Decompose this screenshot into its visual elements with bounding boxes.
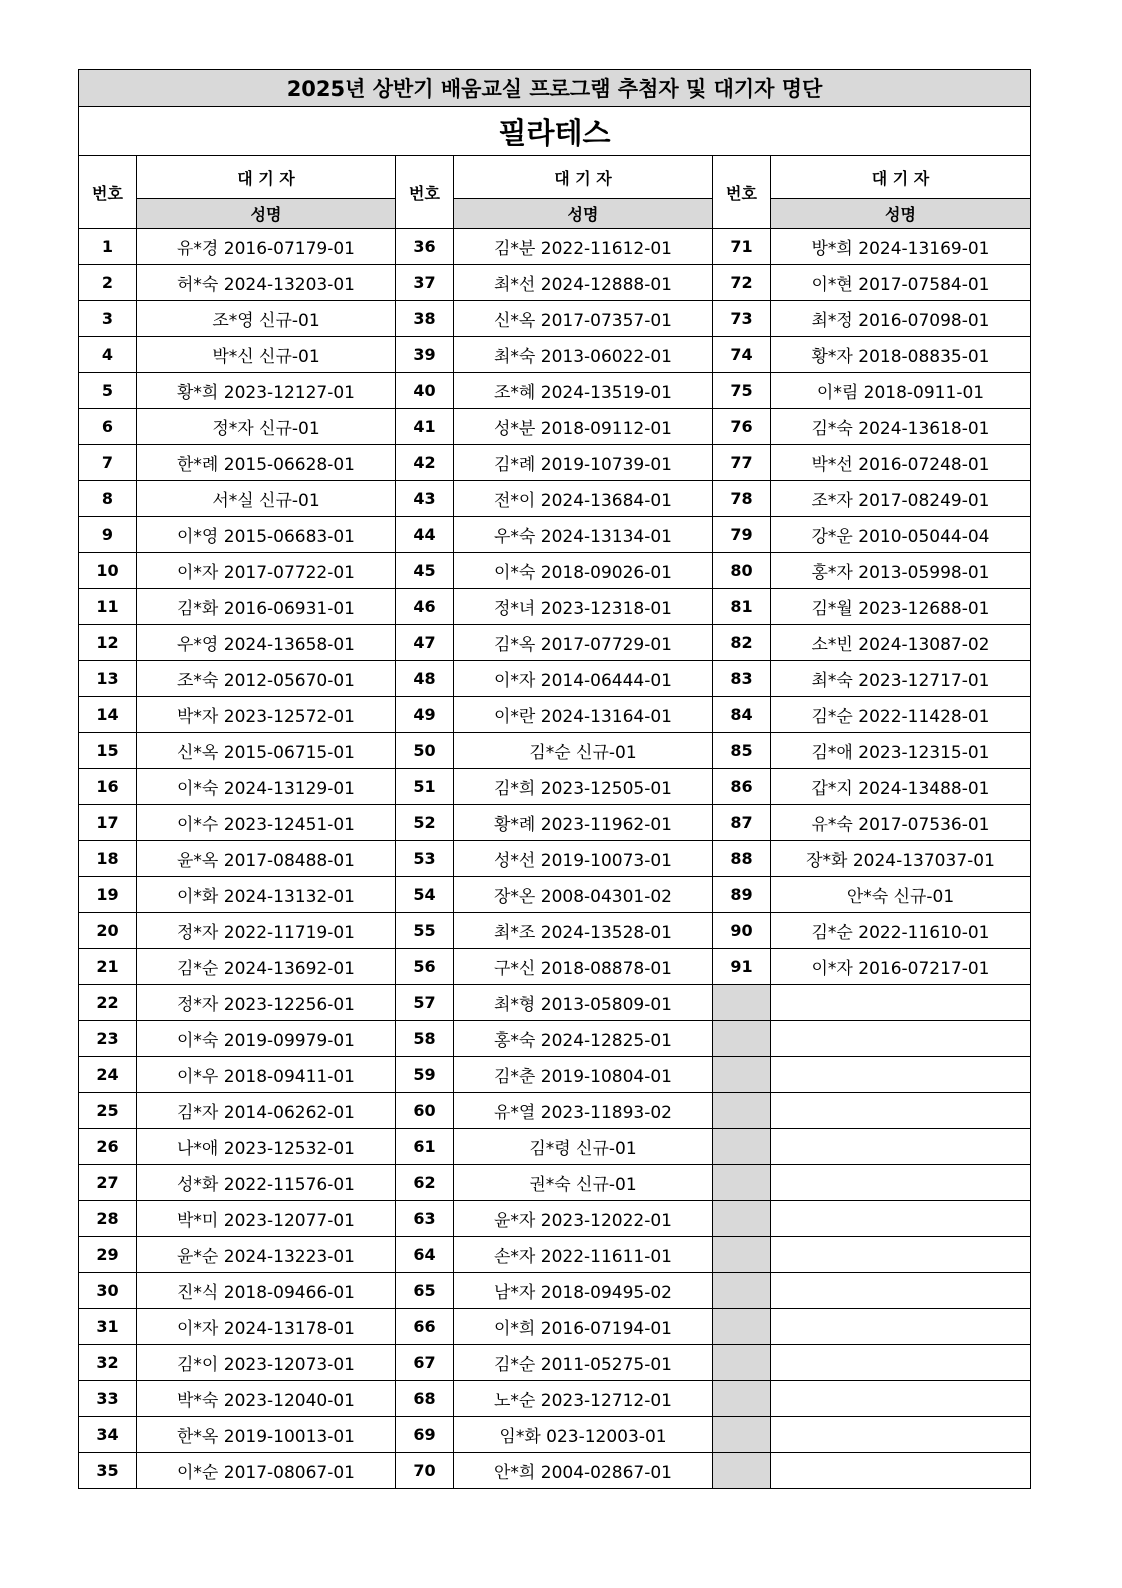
table-row [79, 1093, 1031, 1129]
entry-number: 32 [79, 1345, 137, 1381]
entry-name: 노*순 2023-12712-01 [454, 1381, 713, 1417]
entry-name: 김*분 2022-11612-01 [454, 229, 713, 265]
entry-name: 이*자 2016-07217-01 [771, 949, 1031, 985]
entry-name: 우*숙 2024-13134-01 [454, 517, 713, 553]
entry-number: 14 [79, 697, 137, 733]
entry-name: 이*자 2017-07722-01 [137, 553, 396, 589]
entry-number [713, 1021, 771, 1057]
entry-number: 65 [396, 1273, 454, 1309]
entry-name: 김*례 2019-10739-01 [454, 445, 713, 481]
entry-name: 유*숙 2017-07536-01 [771, 805, 1031, 841]
entry-name: 이*림 2018-0911-01 [771, 373, 1031, 409]
entry-number: 24 [79, 1057, 137, 1093]
entry-name: 한*례 2015-06628-01 [137, 445, 396, 481]
entry-name: 이*영 2015-06683-01 [137, 517, 396, 553]
entry-number [713, 1093, 771, 1129]
entry-name [771, 1309, 1031, 1345]
entry-name: 윤*자 2023-12022-01 [454, 1201, 713, 1237]
table-row [79, 553, 1031, 589]
entry-name: 박*신 신규-01 [137, 337, 396, 373]
entry-name: 장*온 2008-04301-02 [454, 877, 713, 913]
entry-number: 12 [79, 625, 137, 661]
entry-number: 90 [713, 913, 771, 949]
entry-number: 28 [79, 1201, 137, 1237]
entry-name: 박*선 2016-07248-01 [771, 445, 1031, 481]
entry-number: 53 [396, 841, 454, 877]
entry-number: 46 [396, 589, 454, 625]
entry-number: 16 [79, 769, 137, 805]
entry-name [771, 1237, 1031, 1273]
entry-number: 19 [79, 877, 137, 913]
table-row [79, 769, 1031, 805]
entry-name [771, 1345, 1031, 1381]
entry-name: 이*희 2016-07194-01 [454, 1309, 713, 1345]
table-row [79, 481, 1031, 517]
entry-number: 30 [79, 1273, 137, 1309]
table-row [79, 805, 1031, 841]
entry-number: 81 [713, 589, 771, 625]
table-row [79, 373, 1031, 409]
table-row [79, 661, 1031, 697]
entry-name: 남*자 2018-09495-02 [454, 1273, 713, 1309]
entry-name: 이*자 2024-13178-01 [137, 1309, 396, 1345]
entry-name: 김*월 2023-12688-01 [771, 589, 1031, 625]
entry-number: 50 [396, 733, 454, 769]
entry-name: 황*희 2023-12127-01 [137, 373, 396, 409]
entry-number: 51 [396, 769, 454, 805]
entry-number: 39 [396, 337, 454, 373]
number-header: 번호 [396, 156, 454, 229]
table-row [79, 625, 1031, 661]
entry-number: 79 [713, 517, 771, 553]
entry-number: 41 [396, 409, 454, 445]
entry-name: 임*화 023-12003-01 [454, 1417, 713, 1453]
entry-name: 안*희 2004-02867-01 [454, 1453, 713, 1489]
entry-name: 김*순 2024-13692-01 [137, 949, 396, 985]
entry-number: 36 [396, 229, 454, 265]
table-row [79, 949, 1031, 985]
entry-name: 홍*숙 2024-12825-01 [454, 1021, 713, 1057]
entry-number: 67 [396, 1345, 454, 1381]
entry-name: 윤*순 2024-13223-01 [137, 1237, 396, 1273]
entry-number: 23 [79, 1021, 137, 1057]
entry-name [771, 985, 1031, 1021]
entry-name: 한*옥 2019-10013-01 [137, 1417, 396, 1453]
entry-name: 허*숙 2024-13203-01 [137, 265, 396, 301]
entry-name: 이*현 2017-07584-01 [771, 265, 1031, 301]
entry-number: 48 [396, 661, 454, 697]
entry-name: 최*정 2016-07098-01 [771, 301, 1031, 337]
entry-name: 조*자 2017-08249-01 [771, 481, 1031, 517]
entry-number: 54 [396, 877, 454, 913]
table-row [79, 1057, 1031, 1093]
entry-number [713, 1309, 771, 1345]
entry-name: 김*자 2014-06262-01 [137, 1093, 396, 1129]
entry-number: 72 [713, 265, 771, 301]
entry-name: 유*열 2023-11893-02 [454, 1093, 713, 1129]
entry-number: 42 [396, 445, 454, 481]
entry-number [713, 1237, 771, 1273]
entry-number: 73 [713, 301, 771, 337]
entry-name: 김*순 2022-11428-01 [771, 697, 1031, 733]
entry-name: 우*영 2024-13658-01 [137, 625, 396, 661]
entry-name: 김*이 2023-12073-01 [137, 1345, 396, 1381]
entry-name: 이*란 2024-13164-01 [454, 697, 713, 733]
entry-name: 성*선 2019-10073-01 [454, 841, 713, 877]
table-row [79, 1345, 1031, 1381]
entry-number: 26 [79, 1129, 137, 1165]
entry-number: 68 [396, 1381, 454, 1417]
entry-number: 43 [396, 481, 454, 517]
entry-number: 55 [396, 913, 454, 949]
entry-number: 3 [79, 301, 137, 337]
table-row [79, 1273, 1031, 1309]
entry-number: 34 [79, 1417, 137, 1453]
entry-number: 4 [79, 337, 137, 373]
entry-number: 40 [396, 373, 454, 409]
entry-number: 49 [396, 697, 454, 733]
table-row [79, 1201, 1031, 1237]
entry-number: 64 [396, 1237, 454, 1273]
entry-name: 이*화 2024-13132-01 [137, 877, 396, 913]
entry-name: 진*식 2018-09466-01 [137, 1273, 396, 1309]
entry-name: 김*령 신규-01 [454, 1129, 713, 1165]
entry-number: 87 [713, 805, 771, 841]
entry-number: 44 [396, 517, 454, 553]
entry-number: 17 [79, 805, 137, 841]
entry-name [771, 1129, 1031, 1165]
entry-name: 김*춘 2019-10804-01 [454, 1057, 713, 1093]
table-row [79, 985, 1031, 1021]
entry-number: 88 [713, 841, 771, 877]
entry-number: 25 [79, 1093, 137, 1129]
table-row [79, 1165, 1031, 1201]
table-row [79, 1021, 1031, 1057]
entry-name: 김*애 2023-12315-01 [771, 733, 1031, 769]
entry-name: 홍*자 2013-05998-01 [771, 553, 1031, 589]
table-row [79, 1129, 1031, 1165]
table-row [79, 517, 1031, 553]
entry-number: 13 [79, 661, 137, 697]
table-row [79, 1453, 1031, 1489]
entry-number: 38 [396, 301, 454, 337]
entry-number: 37 [396, 265, 454, 301]
number-header: 번호 [713, 156, 771, 229]
entry-number: 77 [713, 445, 771, 481]
entry-name: 신*옥 2017-07357-01 [454, 301, 713, 337]
entry-number: 2 [79, 265, 137, 301]
entry-number: 74 [713, 337, 771, 373]
entry-name: 최*숙 2023-12717-01 [771, 661, 1031, 697]
entry-number: 22 [79, 985, 137, 1021]
entry-name: 안*숙 신규-01 [771, 877, 1031, 913]
entry-number [713, 1165, 771, 1201]
entry-name: 장*화 2024-137037-01 [771, 841, 1031, 877]
number-header: 번호 [79, 156, 137, 229]
table-row [79, 337, 1031, 373]
entry-number: 80 [713, 553, 771, 589]
table-row [79, 1381, 1031, 1417]
entry-name: 이*자 2014-06444-01 [454, 661, 713, 697]
entry-name: 갑*지 2024-13488-01 [771, 769, 1031, 805]
entry-number: 61 [396, 1129, 454, 1165]
entry-number: 33 [79, 1381, 137, 1417]
entry-number [713, 1129, 771, 1165]
table-row [79, 409, 1031, 445]
entry-number: 35 [79, 1453, 137, 1489]
entry-number: 1 [79, 229, 137, 265]
entry-number: 29 [79, 1237, 137, 1273]
entry-number: 21 [79, 949, 137, 985]
name-header: 성명 [137, 199, 396, 229]
entry-number: 8 [79, 481, 137, 517]
table-row [79, 913, 1031, 949]
entry-name: 신*옥 2015-06715-01 [137, 733, 396, 769]
entry-name: 구*신 2018-08878-01 [454, 949, 713, 985]
entry-name: 방*희 2024-13169-01 [771, 229, 1031, 265]
entry-name: 성*화 2022-11576-01 [137, 1165, 396, 1201]
entry-number: 15 [79, 733, 137, 769]
entry-name: 박*미 2023-12077-01 [137, 1201, 396, 1237]
entry-number: 11 [79, 589, 137, 625]
entry-number: 57 [396, 985, 454, 1021]
table-row [79, 697, 1031, 733]
entry-name: 김*화 2016-06931-01 [137, 589, 396, 625]
entry-number: 45 [396, 553, 454, 589]
entry-number: 20 [79, 913, 137, 949]
entry-number: 69 [396, 1417, 454, 1453]
entry-number [713, 1417, 771, 1453]
entry-number: 78 [713, 481, 771, 517]
entry-name [771, 1273, 1031, 1309]
entry-number [713, 1381, 771, 1417]
entry-name: 유*경 2016-07179-01 [137, 229, 396, 265]
table-row [79, 1309, 1031, 1345]
entry-number: 31 [79, 1309, 137, 1345]
table-row [79, 265, 1031, 301]
entry-number: 58 [396, 1021, 454, 1057]
table-row [79, 877, 1031, 913]
entry-number: 10 [79, 553, 137, 589]
entry-name: 정*자 2022-11719-01 [137, 913, 396, 949]
entry-name: 박*자 2023-12572-01 [137, 697, 396, 733]
entry-name: 나*애 2023-12532-01 [137, 1129, 396, 1165]
table-row [79, 1417, 1031, 1453]
entry-name: 최*조 2024-13528-01 [454, 913, 713, 949]
table-row [79, 1237, 1031, 1273]
waitlist-table [78, 69, 1031, 1489]
entry-name: 이*숙 2024-13129-01 [137, 769, 396, 805]
entry-number: 86 [713, 769, 771, 805]
entry-name: 황*례 2023-11962-01 [454, 805, 713, 841]
entry-name: 윤*옥 2017-08488-01 [137, 841, 396, 877]
table-row [79, 445, 1031, 481]
entry-name: 성*분 2018-09112-01 [454, 409, 713, 445]
entry-number: 85 [713, 733, 771, 769]
table-row [79, 589, 1031, 625]
entry-number: 47 [396, 625, 454, 661]
entry-name: 정*자 신규-01 [137, 409, 396, 445]
entry-number: 76 [713, 409, 771, 445]
entry-number [713, 1273, 771, 1309]
entry-name: 김*숙 2024-13618-01 [771, 409, 1031, 445]
entry-number: 60 [396, 1093, 454, 1129]
entry-name: 정*녀 2023-12318-01 [454, 589, 713, 625]
document-title: 2025년 상반기 배움교실 프로그램 추첨자 및 대기자 명단 [79, 70, 1031, 107]
entry-name: 이*숙 2019-09979-01 [137, 1021, 396, 1057]
entry-name [771, 1093, 1031, 1129]
entry-name [771, 1021, 1031, 1057]
entry-name [771, 1381, 1031, 1417]
entry-number: 66 [396, 1309, 454, 1345]
table-body [79, 229, 1031, 1489]
table-row [79, 733, 1031, 769]
entry-name: 이*수 2023-12451-01 [137, 805, 396, 841]
program-name: 필라테스 [79, 107, 1031, 156]
entry-name: 조*숙 2012-05670-01 [137, 661, 396, 697]
entry-name: 소*빈 2024-13087-02 [771, 625, 1031, 661]
name-header: 성명 [454, 199, 713, 229]
entry-name: 김*순 2022-11610-01 [771, 913, 1031, 949]
waitlist-header: 대 기 자 [454, 156, 713, 199]
table-row [79, 301, 1031, 337]
entry-number: 18 [79, 841, 137, 877]
entry-number: 75 [713, 373, 771, 409]
entry-number: 62 [396, 1165, 454, 1201]
entry-name [771, 1453, 1031, 1489]
entry-name: 강*운 2010-05044-04 [771, 517, 1031, 553]
entry-name [771, 1165, 1031, 1201]
entry-number: 27 [79, 1165, 137, 1201]
waitlist-sheet [78, 69, 1030, 1489]
entry-name: 김*옥 2017-07729-01 [454, 625, 713, 661]
entry-number: 6 [79, 409, 137, 445]
entry-number: 89 [713, 877, 771, 913]
entry-name: 손*자 2022-11611-01 [454, 1237, 713, 1273]
entry-name: 이*순 2017-08067-01 [137, 1453, 396, 1489]
entry-number: 70 [396, 1453, 454, 1489]
entry-name: 정*자 2023-12256-01 [137, 985, 396, 1021]
entry-name: 조*혜 2024-13519-01 [454, 373, 713, 409]
entry-number: 59 [396, 1057, 454, 1093]
waitlist-header: 대 기 자 [771, 156, 1031, 199]
entry-number: 63 [396, 1201, 454, 1237]
entry-name: 조*영 신규-01 [137, 301, 396, 337]
entry-number: 9 [79, 517, 137, 553]
entry-number: 52 [396, 805, 454, 841]
entry-name: 황*자 2018-08835-01 [771, 337, 1031, 373]
entry-name: 이*숙 2018-09026-01 [454, 553, 713, 589]
entry-name: 최*선 2024-12888-01 [454, 265, 713, 301]
entry-number [713, 1201, 771, 1237]
table-row [79, 229, 1031, 265]
waitlist-header: 대 기 자 [137, 156, 396, 199]
entry-name: 서*실 신규-01 [137, 481, 396, 517]
entry-number [713, 985, 771, 1021]
entry-number: 83 [713, 661, 771, 697]
entry-name: 김*희 2023-12505-01 [454, 769, 713, 805]
entry-number: 84 [713, 697, 771, 733]
entry-number: 7 [79, 445, 137, 481]
entry-name [771, 1057, 1031, 1093]
entry-number [713, 1345, 771, 1381]
name-header: 성명 [771, 199, 1031, 229]
table-row [79, 841, 1031, 877]
entry-name: 최*형 2013-05809-01 [454, 985, 713, 1021]
entry-name: 최*숙 2013-06022-01 [454, 337, 713, 373]
entry-number: 56 [396, 949, 454, 985]
entry-name: 전*이 2024-13684-01 [454, 481, 713, 517]
entry-name [771, 1201, 1031, 1237]
entry-number: 82 [713, 625, 771, 661]
entry-name: 이*우 2018-09411-01 [137, 1057, 396, 1093]
entry-name: 김*순 2011-05275-01 [454, 1345, 713, 1381]
entry-name: 권*숙 신규-01 [454, 1165, 713, 1201]
entry-number: 71 [713, 229, 771, 265]
entry-number [713, 1453, 771, 1489]
entry-number: 5 [79, 373, 137, 409]
entry-name [771, 1417, 1031, 1453]
entry-number: 91 [713, 949, 771, 985]
entry-number [713, 1057, 771, 1093]
entry-name: 김*순 신규-01 [454, 733, 713, 769]
entry-name: 박*숙 2023-12040-01 [137, 1381, 396, 1417]
